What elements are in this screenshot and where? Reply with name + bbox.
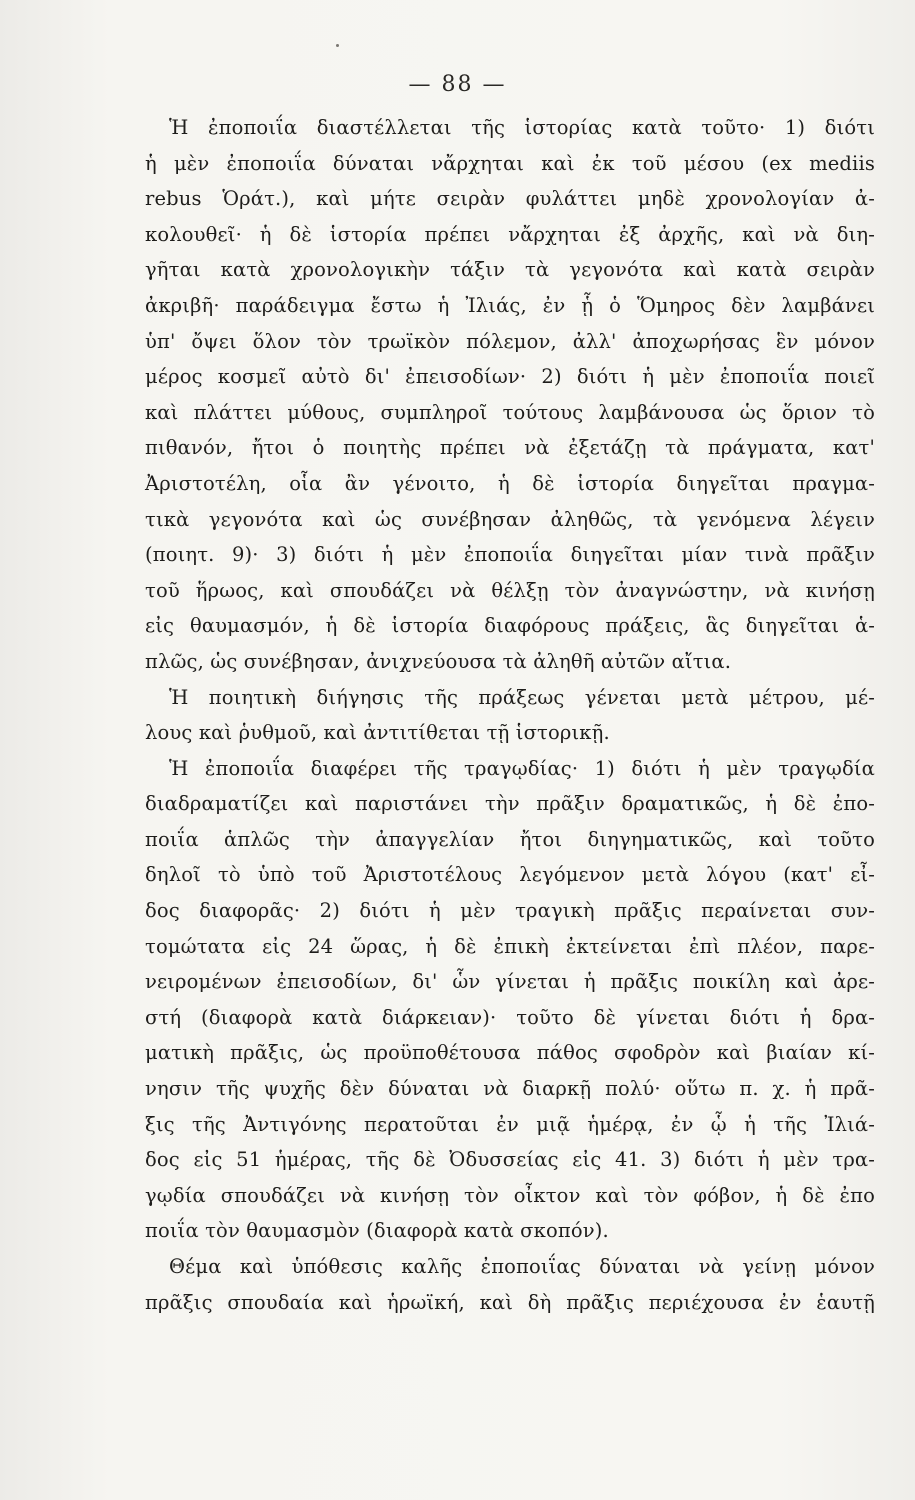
text-line-24: τομώτατα εἰς 24 ὥρας, ἡ δὲ ἐπικὴ ἐκτείνεται ἐπὶ πλέον, παρε- [145,934,875,958]
text-line-26: στή (διαφορὰ κατὰ διάρκειαν)· τοῦτο δὲ γίνεται διότι ἡ δρα- [145,1005,875,1029]
text-line-5: γῆται κατὰ χρονολογικὴν τάξιν τὰ γεγονότα καὶ κατὰ σειρὰν [145,258,875,282]
text-line-14: τοῦ ἥρωος, καὶ σπουδάζει νὰ θέλξῃ τὸν ἀναγνώστην, νὰ κινήσῃ [145,578,875,602]
text-line-18: λους καὶ ῥυθμοῦ, καὶ ἀντιτίθεται τῇ ἱστορικῇ. [145,721,610,745]
text-line-13: (ποιητ. 9)· 3) διότι ἡ μὲν ἐποποιΐα διηγεῖται μίαν τινὰ πρᾶξιν [145,543,875,567]
text-line-4: κολουθεῖ· ἡ δὲ ἱστορία πρέπει νἄρχηται ἐξ ἀρχῆς, καὶ νὰ διη- [145,222,875,246]
text-line-15: εἰς θαυμασμόν, ἡ δὲ ἱστορία διαφόρους πράξεις, ἃς διηγεῖται ἁ- [145,614,875,638]
text-line-25: νειρομένων ἐπεισοδίων, δι' ὧν γίνεται ἡ πρᾶξις ποικίλη καὶ ἀρε- [145,970,875,994]
text-line-34: πρᾶξις σπουδαία καὶ ἡρωϊκή, καὶ δὴ πρᾶξις περιέχουσα ἐν ἑαυτῇ [145,1290,875,1314]
text-line-17: Ἡ ποιητικὴ διήγησις τῆς πράξεως γένεται μετὰ μέτρου, μέ- [169,685,875,709]
text-line-32: ποιΐα τὸν θαυμασμὸν (διαφορὰ κατὰ σκοπόν). [145,1219,609,1243]
text-line-3: rebus Ὁράτ.), καὶ μήτε σειρὰν φυλάττει μηδὲ χρονολογίαν ἀ- [145,187,875,211]
text-line-8: μέρος κοσμεῖ αὐτὸ δι' ἐπεισοδίων· 2) διότι ἡ μὲν ἐποποιΐα ποιεῖ [145,365,875,389]
body-text [145,110,875,1320]
text-line-30: δος εἰς 51 ἡμέρας, τῆς δὲ Ὀδυσσείας εἰς 41. 3) διότι ἡ μὲν τρα- [145,1148,875,1172]
text-line-33: Θέμα καὶ ὑπόθεσις καλῆς ἐποποιΐας δύναται νὰ γείνῃ μόνον [169,1255,875,1278]
page-number: — 88 — [408,72,507,97]
text-line-21: ποιΐα ἁπλῶς τὴν ἀπαγγελίαν ἤτοι διηγηματικῶς, καὶ τοῦτο [145,827,875,851]
text-line-9: καὶ πλάττει μύθους, συμπληροῖ τούτους λαμβάνουσα ὡς ὅριον τὸ [145,400,875,424]
text-line-6: ἀκριβῆ· παράδειγμα ἔστω ἡ Ἰλιάς, ἐν ᾗ ὁ Ὅμηρος δὲν λαμβάνει [145,293,875,317]
text-line-19: Ἡ ἐποποιΐα διαφέρει τῆς τραγῳδίας· 1) διότι ἡ μὲν τραγῳδία [169,756,875,780]
text-line-23: δος διαφορᾶς· 2) διότι ἡ μὲν τραγικὴ πρᾶξις περαίνεται συν- [145,899,875,923]
text-line-27: ματικὴ πρᾶξις, ὡς προϋποθέτουσα πάθος σφοδρὸν καὶ βιαίαν κί- [145,1041,875,1065]
text-line-2: ἡ μὲν ἐποποιΐα δύναται νἄρχηται καὶ ἐκ τοῦ μέσου (ex mediis [145,151,875,175]
text-line-16: πλῶς, ὡς συνέβησαν, ἀνιχνεύουσα τὰ ἀληθῆ αὐτῶν αἴτια. [145,649,732,673]
text-line-22: δηλοῖ τὸ ὑπὸ τοῦ Ἀριστοτέλους λεγόμενον μετὰ λόγου (κατ' εἶ- [145,863,875,887]
text-line-10: πιθανόν, ἤτοι ὁ ποιητὴς πρέπει νὰ ἐξετάζῃ τὰ πράγματα, κατ' [145,436,875,460]
text-line-29: ξις τῆς Ἀντιγόνης περατοῦται ἐν μιᾷ ἡμέρᾳ, ἐν ᾧ ἡ τῆς Ἰλιά- [145,1112,875,1136]
ink-speck [336,44,339,47]
text-line-7: ὑπ' ὄψει ὅλον τὸν τρωϊκὸν πόλεμον, ἀλλ' ἀποχωρήσας ἓν μόνον [145,329,875,353]
text-line-28: νησιν τῆς ψυχῆς δὲν δύναται νὰ διαρκῇ πολύ· οὕτω π. χ. ἡ πρᾶ- [145,1077,875,1101]
text-line-31: γῳδία σπουδάζει νὰ κινήσῃ τὸν οἶκτον καὶ τὸν φόβον, ἡ δὲ ἐπο [145,1183,875,1207]
text-line-11: Ἀριστοτέλη, οἷα ἂν γένοιτο, ἡ δὲ ἱστορία διηγεῖται πραγμα- [145,471,875,495]
text-line-1: Ἡ ἐποποιΐα διαστέλλεται τῆς ἱστορίας κατὰ τοῦτο· 1) διότι [169,116,875,139]
text-line-12: τικὰ γεγονότα καὶ ὡς συνέβησαν ἀληθῶς, τὰ γενόμενα λέγειν [145,507,875,531]
text-line-20: διαδραματίζει καὶ παριστάνει τὴν πρᾶξιν δραματικῶς, ἡ δὲ ἐπο- [145,792,875,816]
